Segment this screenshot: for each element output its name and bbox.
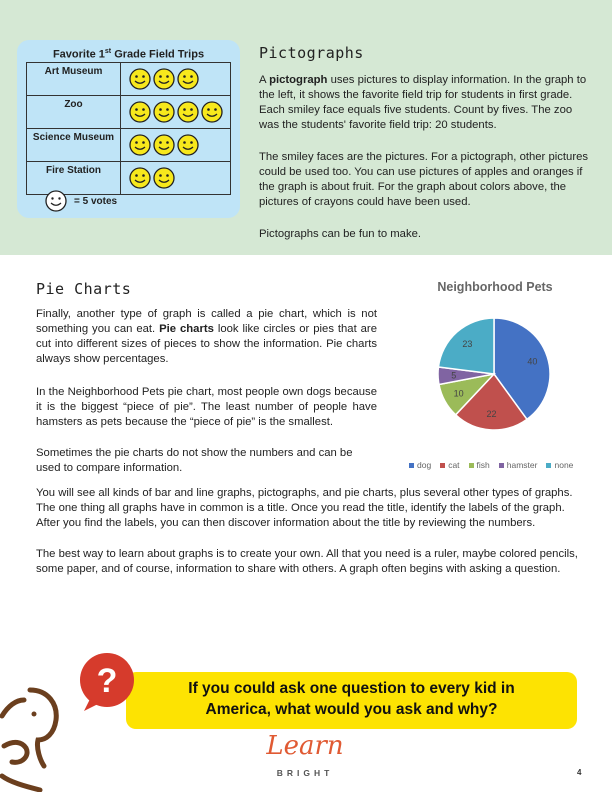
page-number: 4 [577,768,582,777]
pictograph-row-faces [121,162,231,195]
pictograph-row-label: Fire Station [27,162,121,195]
pictograph-row-faces [121,96,231,129]
thinking-kid-icon [0,686,70,792]
pie-legend-swatch [409,463,414,468]
pie-legend-label: cat [448,460,460,470]
pie-charts-paragraph-1: Finally, another type of graph is called a pie chart, which is not something you can eat. Pie charts look like circles or pies that are cut into different sizes of pieces to show the information. Pie charts always show percentages. [36,308,377,365]
pictograph-row [27,129,231,162]
pie-legend-label: fish [476,460,490,470]
pie-data-label-dog: 40 [527,356,538,367]
pie-chart [405,300,585,460]
pictograph-row-label: Zoo [27,96,121,129]
pictograph-row-faces [121,129,231,162]
pie-charts-paragraph-3: Sometimes the pie charts do not show the numbers and can be used to compare information. [36,447,353,474]
pictographs-paragraph-1: A pictograph uses pictures to display information. In the graph to the left, it shows the favorite field trip for students in first grade. Each smiley face equals five students. Count by fives. The zoo was the students' favorite field trip: 20 students. [259,74,587,131]
pie-data-label-fish: 10 [453,388,464,399]
pie-legend-label: none [554,460,574,470]
pictographs-heading: Pictographs [259,44,364,62]
pictograph-key-text: = 5 votes [74,195,118,207]
smiley-face-icon [129,101,151,123]
smiley-face-icon [129,134,151,156]
smiley-face-icon [201,101,223,123]
pictograph-row [27,96,231,129]
smiley-face-icon [153,167,175,189]
pie-charts-paragraph-4: You will see all kinds of bar and line graphs, pictographs, and pie charts, plus several other types of graphs. The one thing all graphs have in common is a title. Once you read the title, identify the labels of the graph. After you find the labels, you can then discover information about the title by reviewing the numbers. [36,487,573,529]
pie-legend-label: dog [417,460,432,470]
pie-legend-swatch [440,463,445,468]
smiley-face-icon [129,68,151,90]
svg-text:?: ? [96,662,118,700]
pie-legend-item-fish [469,460,490,470]
smiley-face-icon [177,101,199,123]
pie-legend-swatch [546,463,551,468]
pie-legend-label: hamster [506,460,538,470]
pie-data-label-none: 23 [462,338,473,349]
pictograph-key [45,190,117,212]
pie-legend-swatch [469,463,474,468]
question-text: If you could ask one question to every kid in America, what would you ask and why? [188,680,515,718]
pie-charts-paragraph-2: In the Neighborhood Pets pie chart, most people own dogs because it is the biggest “piece of pie”. The least number of people have hamsters as pets because the “piece of pie” is the smallest. [36,386,377,428]
key-smiley-icon [45,190,67,212]
smiley-face-icon [153,101,175,123]
pie-charts-heading: Pie Charts [36,280,132,298]
pie-charts-paragraph-5: The best way to learn about graphs is to create your own. All that you need is a ruler, maybe colored pencils, some paper, and of course, information to share with others. A graph often begins with asking a question. [36,548,578,575]
smiley-face-icon [177,68,199,90]
pie-legend-swatch [499,463,504,468]
pie-legend-item-dog [409,460,431,470]
smiley-face-icon [153,68,175,90]
learn-bright-logo: Learn [266,731,344,761]
smiley-face-icon [177,134,199,156]
learn-bright-logo-sub: BRIGHT [276,768,334,778]
pie-legend-item-none [546,460,573,470]
pictograph-row-faces [121,63,231,96]
smiley-face-icon [129,167,151,189]
pictographs-paragraph-3: Pictographs can be fun to make. [259,228,422,240]
pictograph-chart [17,40,240,218]
pie-data-label-cat: 22 [486,409,497,420]
pictograph-table [26,62,231,195]
pie-chart-legend [409,460,573,470]
pie-data-label-hamster: 5 [451,370,457,381]
pictograph-row [27,63,231,96]
pictograph-row-label: Art Museum [27,63,121,96]
pie-legend-item-cat [440,460,459,470]
pie-chart-title: Neighborhood Pets [437,280,553,294]
pie-legend-item-hamster [499,460,538,470]
pictographs-paragraph-2: The smiley faces are the pictures. For a pictograph, other pictures could be used too. You can use pictures of apples and oranges if the graph is about fruit. For the graph about colors above, the pictures of crayons could have been used. [259,151,589,208]
smiley-face-icon [153,134,175,156]
pictograph-row-label: Science Museum [27,129,121,162]
pictograph-title: Favorite 1st Grade Field Trips [52,48,205,61]
